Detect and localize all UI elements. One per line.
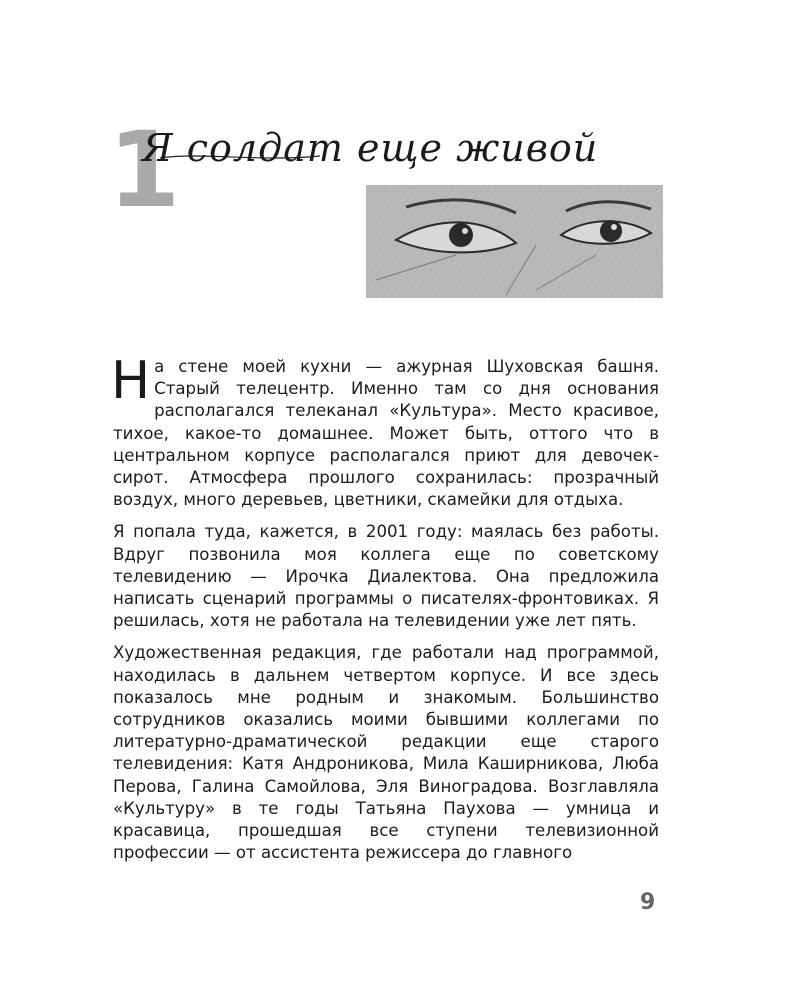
chapter-title: Я солдат еще живой [142,126,599,170]
drop-cap: Н [111,351,151,411]
page-number: 9 [640,890,656,915]
paragraph-1 [111,351,659,511]
body-text [111,351,659,874]
eyes-illustration [366,185,663,298]
paragraph-2: Я попала туда, кажется, в 2001 году: маялась без работы. Вдруг позвонила моя коллега еще по советскому телевидению — Ирочка Диалектова. Она предложила написать сценарий программы о писателях-фронтовиках. Я решилась, хотя не работала на телевидении уже лет пять. [113,522,659,631]
paragraph-1-text: а стене моей кухни — ажурная Шуховская башня. Старый телецентр. Именно там со дня основания располагался телеканал «Культура». Место красивое, тихое, какое-то домашнее. Может быть, оттого что в центральном корпусе располагался приют для девочек-сирот. Атмосфера прошлого сохранилась: прозрачный воздух, много деревьев, цветники, скамейки для отдыха. [113,357,659,510]
chapter-number: 1 [108,109,181,231]
paragraph-3: Художественная редакция, где работали над программой, находилась в дальнем четвертом корпусе. И все здесь показалось мне родным и знакомым. Большинство сотрудников оказались моими бывшими коллегами по литературно-драматической редакции еще старого телевидения: Катя Андроникова, Мила Каширникова, Люба Перова, Галина Самойлова, Эля Виноградова. Возглавляла «Культуру» в те годы Татьяна Паухова — умница и красавица, прошедшая все ступени телевизионной профессии — от ассистента режиссера до главного [113,643,659,863]
